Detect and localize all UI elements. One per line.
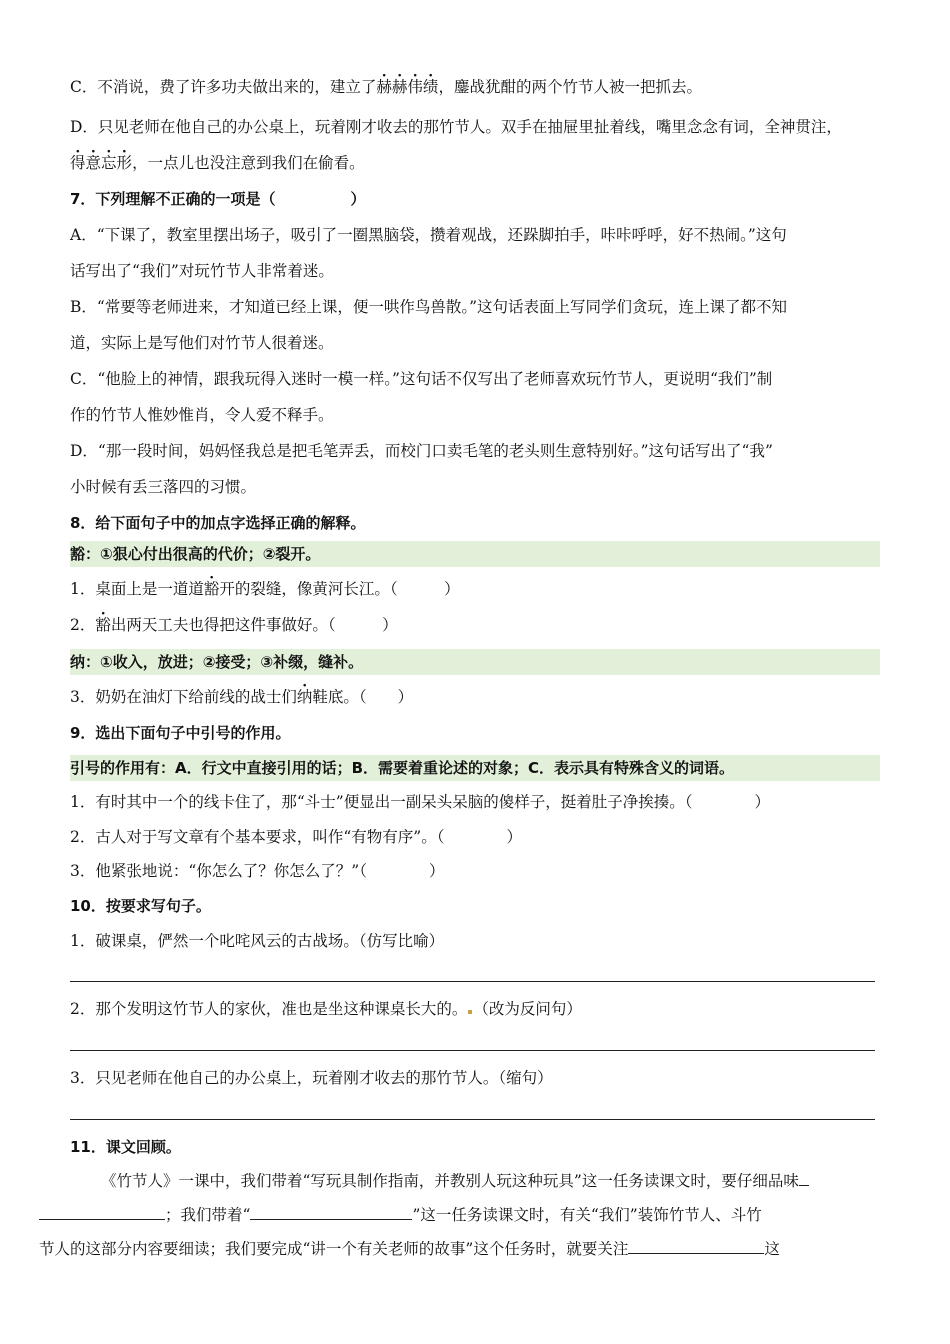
dotted-char: 纳: [296, 688, 313, 706]
dotted-char: 忘: [101, 154, 117, 172]
dotted-char: 伟: [407, 78, 423, 96]
q8-title: 8．给下面句子中的加点字选择正确的解释。: [70, 514, 366, 532]
fill-blank[interactable]: [628, 1237, 764, 1254]
q7-option-a-line2: 话写出了“我们”对玩竹节人非常着迷。: [70, 262, 334, 280]
q9-title: 9．选出下面句子中引号的作用。: [70, 724, 291, 742]
q7-title: 7．下列理解不正确的一项是（ ）: [70, 190, 366, 208]
q9-quote-uses: 引号的作用有：A．行文中直接引用的话；B．需要着重论述的对象；C．表示具有特殊含义的词语。: [70, 755, 880, 781]
q6-option-d-line1: D．只见老师在他自己的办公桌上，玩着刚才收去的那竹节人。双手在抽屉里扯着线，嘴里念念有词，全神贯注，: [70, 118, 842, 136]
fill-blank[interactable]: [39, 1203, 165, 1220]
q10-task-2: 2．那个发明这竹节人的家伙，准也是坐这种课桌长大的。 （改为反问句）: [70, 1000, 582, 1018]
q8-sentence-3: 3．奶奶在油灯下给前线的战士们纳鞋底。（ ）: [70, 688, 414, 706]
dotted-char: 赫: [391, 78, 408, 96]
dotted-char: 豁: [203, 580, 220, 598]
dotted-char: 赫: [376, 78, 392, 96]
highlight-mark: [468, 1010, 472, 1014]
dotted-char: 意: [85, 154, 102, 172]
q8-sentence-2: 2．豁出两天工夫也得把这件事做好。（ ）: [70, 616, 398, 634]
q6-option-d-line2: 得意忘形，一点儿也没注意到我们在偷看。: [70, 154, 365, 172]
answer-line: [70, 1119, 875, 1120]
q11-paragraph: 《竹节人》一课中，我们带着“写玩具制作指南，并教别人玩这种玩具”这一任务读课文时，要仔细品味 ；我们带着“ ”这一任务读课文时，有关“我们”装饰竹节人、斗竹 节人的这部分内容要细读；我们要完成“讲一个有关老师的故事”这个任务时，就要关注 这: [70, 1164, 880, 1266]
fill-blank[interactable]: [799, 1169, 809, 1186]
dotted-char: 绩: [422, 78, 439, 96]
dotted-char: 得: [70, 154, 86, 172]
q11-title: 11．课文回顾。: [70, 1138, 181, 1156]
q7-option-b-line2: 道，实际上是写他们对竹节人很着迷。: [70, 334, 334, 352]
q7-option-d-line1: D．“那一段时间，妈妈怪我总是把毛笔弄丢，而校门口卖毛笔的老头则生意特别好。”这句话写出了“我”: [70, 442, 773, 460]
q9-sentence-3: 3．他紧张地说：“你怎么了？你怎么了？”（ ）: [70, 862, 445, 880]
q9-sentence-1: 1．有时其中一个的线卡住了，那“斗士”便显出一副呆头呆脑的傻样子，挺着肚子净挨揍。（ ）: [70, 793, 770, 811]
dotted-char: 形: [116, 154, 133, 172]
fill-blank[interactable]: [250, 1203, 412, 1220]
dotted-char: 豁: [95, 616, 111, 634]
dotted-word: [376, 78, 438, 96]
q10-task-3: 3．只见老师在他自己的办公桌上，玩着刚才收去的那竹节人。（缩句）: [70, 1069, 553, 1087]
q7-option-a-line1: A．“下课了，教室里摆出场子，吸引了一圈黑脑袋，攒着观战，还跺脚拍手，咔咔呼呼，好不热闹。”这句: [70, 226, 787, 244]
q7-option-b-line1: B．“常要等老师进来，才知道已经上课，便一哄作鸟兽散。”这句话表面上写同学们贪玩，连上课了都不知: [70, 298, 787, 316]
q7-option-c-line2: 作的竹节人惟妙惟肖，令人爱不释手。: [70, 406, 334, 424]
q10-task-1: 1．破课桌，俨然一个叱咤风云的古战场。（仿写比喻）: [70, 932, 445, 950]
answer-line: [70, 1050, 875, 1051]
q9-sentence-2: 2．古人对于写文章有个基本要求，叫作“有物有序”。（ ）: [70, 828, 522, 846]
q6-option-c: C．不消说，费了许多功夫做出来的，建立了赫赫伟绩，鏖战犹酣的两个竹节人被一把抓去。: [70, 78, 702, 96]
answer-line: [70, 981, 875, 982]
q8-sentence-1: 1．桌面上是一道道豁开的裂缝，像黄河长江。（ ）: [70, 580, 460, 598]
dotted-word: [70, 154, 132, 172]
q7-option-c-line1: C．“他脸上的神情，跟我玩得入迷时一模一样。”这句话不仅写出了老师喜欢玩竹节人，更说明“我们”制: [70, 370, 773, 388]
q8-definition-na: 纳：①收入，放进；②接受；③补缀，缝补。: [70, 649, 880, 675]
q8-definition-huo: 豁：①狠心付出很高的代价；②裂开。: [70, 541, 880, 567]
q7-option-d-line2: 小时候有丢三落四的习惯。: [70, 478, 257, 496]
q10-title: 10．按要求写句子。: [70, 897, 211, 915]
